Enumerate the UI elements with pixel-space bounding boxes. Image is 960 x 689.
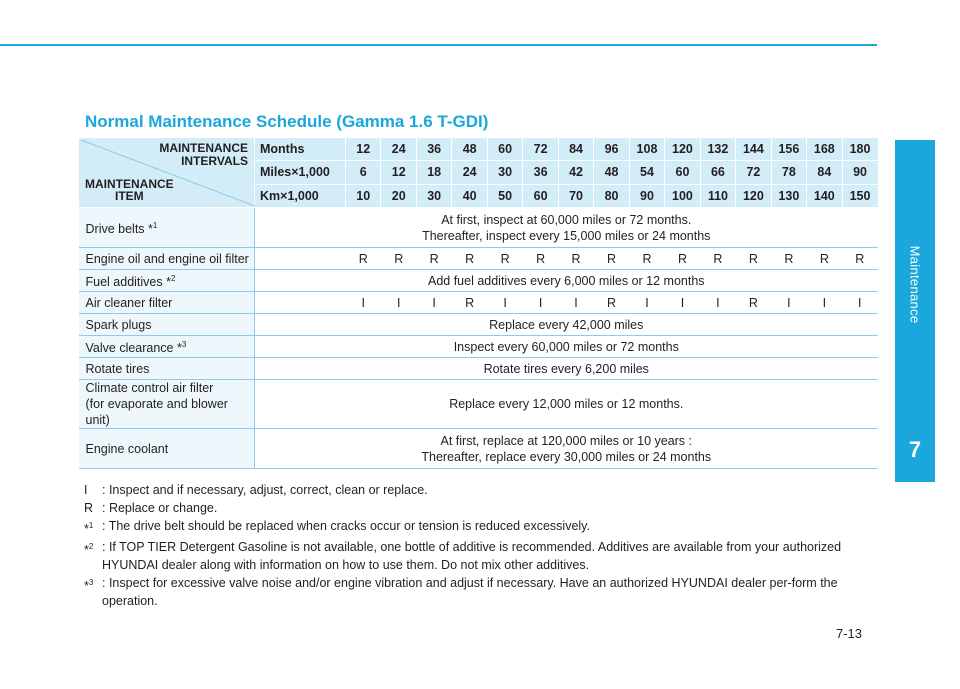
footnote-mark: 2 <box>88 542 94 552</box>
service-code: R <box>700 248 735 270</box>
service-code: R <box>381 248 416 270</box>
table-row <box>79 358 878 380</box>
legend-note <box>84 499 874 517</box>
corner-intervals-label: MAINTENANCE INTERVALS <box>159 141 248 168</box>
service-code: I <box>700 292 735 314</box>
service-code: R <box>842 248 877 270</box>
page-title: Normal Maintenance Schedule (Gamma 1.6 T-GDI) <box>85 112 489 131</box>
interval-value: 84 <box>807 161 842 184</box>
interval-value: 18 <box>416 161 451 184</box>
service-code: I <box>416 292 451 314</box>
interval-value: 150 <box>842 184 877 207</box>
interval-value: 60 <box>665 161 700 184</box>
service-code: R <box>594 292 629 314</box>
interval-value: 90 <box>842 161 877 184</box>
interval-value: 120 <box>665 138 700 161</box>
service-code: R <box>346 248 381 270</box>
interval-value: 20 <box>381 184 416 207</box>
interval-value: 132 <box>700 138 735 161</box>
corner-item-label: MAINTENANCE ITEM <box>85 177 174 203</box>
table-row <box>79 336 878 358</box>
interval-value: 66 <box>700 161 735 184</box>
footnote-mark: 3 <box>88 578 94 588</box>
table-row <box>79 248 878 270</box>
service-code: I <box>558 292 593 314</box>
interval-value: 36 <box>523 161 558 184</box>
service-code: R <box>629 248 664 270</box>
interval-value: 60 <box>523 184 558 207</box>
maintenance-schedule-table <box>78 138 878 469</box>
section-number: 7 <box>908 437 922 462</box>
interval-value: 180 <box>842 138 877 161</box>
service-instruction: Rotate tires every 6,200 miles <box>255 358 878 380</box>
table-row <box>79 429 878 469</box>
service-code: R <box>487 248 522 270</box>
interval-value: 30 <box>416 184 451 207</box>
interval-value: 120 <box>736 184 771 207</box>
service-code: R <box>523 248 558 270</box>
interval-value: 30 <box>487 161 522 184</box>
interval-value: 10 <box>346 184 381 207</box>
interval-value: 50 <box>487 184 522 207</box>
service-code: R <box>807 248 842 270</box>
legend-note <box>84 538 874 574</box>
service-code: I <box>629 292 664 314</box>
interval-value: 12 <box>381 161 416 184</box>
legend-key: *$^3$ <box>84 578 94 594</box>
interval-value: 140 <box>807 184 842 207</box>
service-instruction: At first, replace at 120,000 miles or 10 years : Thereafter, replace every 30,000 miles or 24 months <box>255 429 878 469</box>
interval-value: 60 <box>487 138 522 161</box>
service-code: I <box>665 292 700 314</box>
service-instruction: Replace every 42,000 miles <box>255 314 878 336</box>
interval-unit-label: Months <box>255 138 346 161</box>
legend-note <box>84 574 874 610</box>
interval-unit-label: Km×1,000 <box>255 184 346 207</box>
interval-value: 90 <box>629 184 664 207</box>
interval-value: 100 <box>665 184 700 207</box>
table-corner <box>79 138 255 208</box>
footnote-mark: 1 <box>88 521 94 530</box>
service-code: R <box>452 248 487 270</box>
service-instruction: Inspect every 60,000 miles or 72 months <box>255 336 878 358</box>
interval-value: 96 <box>594 138 629 161</box>
footnote-mark: 1 <box>152 220 158 230</box>
service-code: R <box>594 248 629 270</box>
service-code: R <box>416 248 451 270</box>
header-row <box>79 138 878 161</box>
interval-value: 144 <box>736 138 771 161</box>
legend-key: R <box>84 501 94 515</box>
interval-value: 72 <box>736 161 771 184</box>
interval-value: 12 <box>346 138 381 161</box>
legend-key: *$^1$ <box>84 521 94 537</box>
interval-value: 54 <box>629 161 664 184</box>
service-code: I <box>523 292 558 314</box>
service-code: I <box>771 292 806 314</box>
interval-value: 110 <box>700 184 735 207</box>
service-code: I <box>842 292 877 314</box>
maintenance-item: Engine oil and engine oil filter <box>79 248 255 270</box>
table-row <box>79 292 878 314</box>
legend-text: : The drive belt should be replaced when cracks occur or tension is reduced excessively. <box>102 519 590 533</box>
service-code: R <box>771 248 806 270</box>
maintenance-item: Air cleaner filter <box>79 292 255 314</box>
interval-value: 156 <box>771 138 806 161</box>
top-rule <box>0 44 877 46</box>
service-code: R <box>558 248 593 270</box>
interval-value: 78 <box>771 161 806 184</box>
legend-note <box>84 481 874 499</box>
maintenance-item: Rotate tires <box>79 358 255 380</box>
service-code: I <box>346 292 381 314</box>
interval-value: 48 <box>594 161 629 184</box>
interval-unit-label: Miles×1,000 <box>255 161 346 184</box>
service-instruction: Add fuel additives every 6,000 miles or 12 months <box>255 270 878 292</box>
service-instruction: At first, inspect at 60,000 miles or 72 months. Thereafter, inspect every 15,000 miles or 24 months <box>255 208 878 248</box>
service-code: R <box>665 248 700 270</box>
interval-value: 6 <box>346 161 381 184</box>
table-row <box>79 270 878 292</box>
footnote-mark: 3 <box>181 339 187 349</box>
legend-text: : Replace or change. <box>102 501 218 515</box>
interval-value: 108 <box>629 138 664 161</box>
page-number: 7-13 <box>836 626 863 641</box>
interval-value: 80 <box>594 184 629 207</box>
spacer-cell <box>255 292 346 314</box>
interval-value: 70 <box>558 184 593 207</box>
interval-value: 24 <box>452 161 487 184</box>
service-code: R <box>452 292 487 314</box>
interval-value: 168 <box>807 138 842 161</box>
maintenance-item: Fuel additives *$^2$ <box>79 270 255 292</box>
interval-value: 72 <box>523 138 558 161</box>
service-instruction: Replace every 12,000 miles or 12 months. <box>255 380 878 429</box>
maintenance-item: Engine coolant <box>79 429 255 469</box>
legend-note <box>84 517 874 538</box>
legend-key: *$^2$ <box>84 542 94 558</box>
service-code: R <box>736 292 771 314</box>
table-row <box>79 208 878 248</box>
table-row <box>79 380 878 429</box>
interval-value: 24 <box>381 138 416 161</box>
interval-value: 84 <box>558 138 593 161</box>
table-row <box>79 314 878 336</box>
service-code: I <box>807 292 842 314</box>
section-label: Maintenance <box>907 245 923 323</box>
maintenance-item: Spark plugs <box>79 314 255 336</box>
maintenance-item: Drive belts *$^1$ <box>79 208 255 248</box>
legend-text: : If TOP TIER Detergent Gasoline is not available, one bottle of additive is recommended. Additives are available from your authorized HYUNDAI dealer along with information on how to use them. Do not mix other additives. <box>102 540 842 573</box>
service-code: I <box>381 292 416 314</box>
legend-key: I <box>84 483 88 497</box>
service-code: I <box>487 292 522 314</box>
interval-value: 48 <box>452 138 487 161</box>
maintenance-item: Valve clearance *$^3$ <box>79 336 255 358</box>
interval-value: 40 <box>452 184 487 207</box>
interval-value: 36 <box>416 138 451 161</box>
service-code: R <box>736 248 771 270</box>
maintenance-item: Climate control air filter (for evaporate and blower unit) <box>79 380 255 429</box>
legend-notes <box>84 481 874 610</box>
spacer-cell <box>255 248 346 270</box>
interval-value: 130 <box>771 184 806 207</box>
interval-value: 42 <box>558 161 593 184</box>
footnote-mark: 2 <box>170 273 176 283</box>
legend-text: : Inspect for excessive valve noise and/or engine vibration and adjust if necessary. Have an authorized HYUNDAI dealer per-form the operation. <box>102 576 838 609</box>
legend-text: : Inspect and if necessary, adjust, correct, clean or replace. <box>102 483 428 497</box>
section-tab <box>895 140 935 482</box>
